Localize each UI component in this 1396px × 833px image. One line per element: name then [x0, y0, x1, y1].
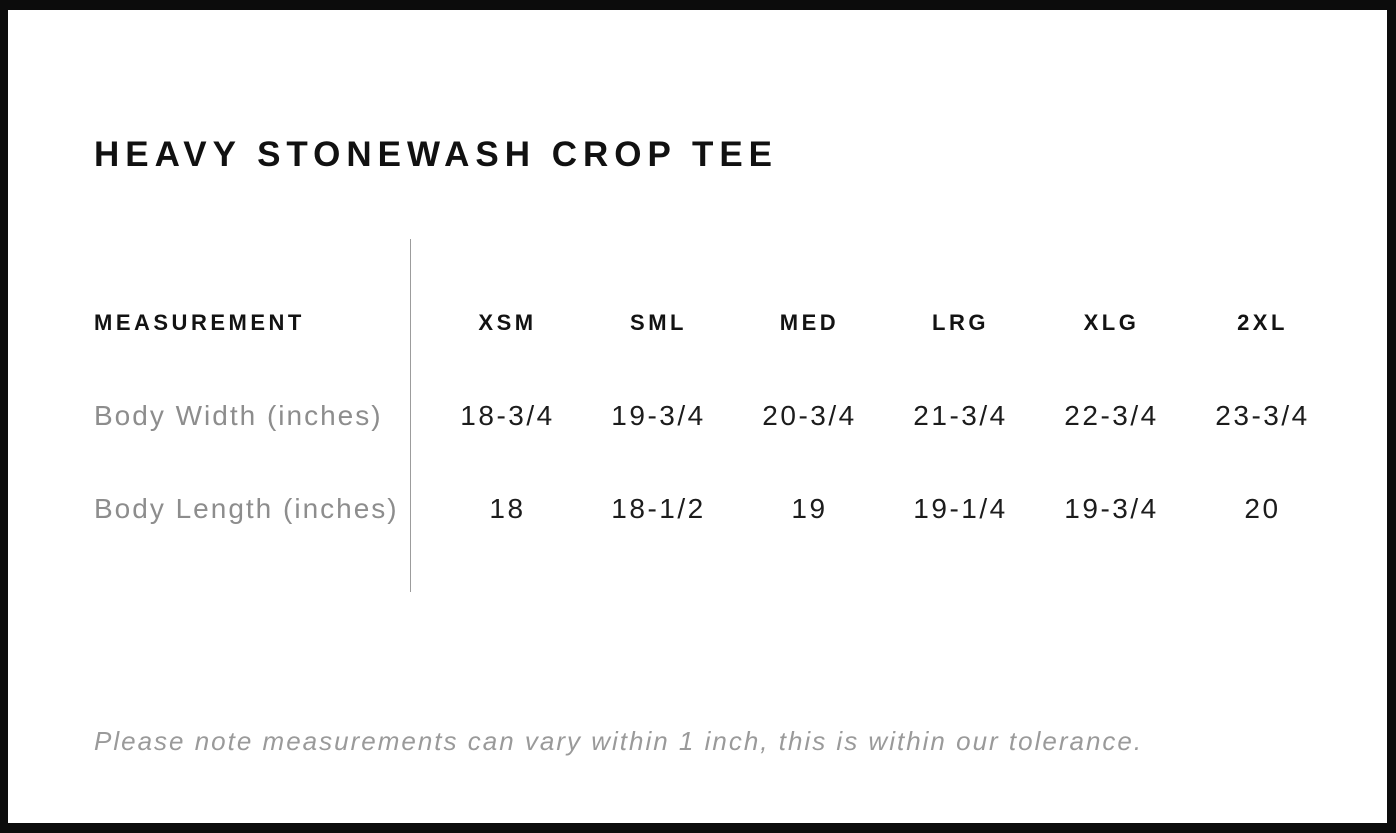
body-width-value-xsm: 18-3/4: [460, 399, 555, 431]
body-width-value-xlg: 22-3/4: [1064, 399, 1159, 431]
body-length-value-sml: 18-1/2: [611, 492, 706, 524]
body-length-value-2xl: 20: [1244, 492, 1281, 524]
row-label-body-length: Body Length (inches): [94, 492, 399, 524]
size-table: [94, 239, 1338, 592]
column-header-xlg: XLG: [1083, 309, 1140, 335]
body-length-value-lrg: 19-1/4: [913, 492, 1008, 524]
body-length-value-xlg: 19-3/4: [1064, 492, 1159, 524]
column-header-sml: SML: [630, 309, 687, 335]
body-width-value-sml: 19-3/4: [611, 399, 706, 431]
table-header-row: [94, 276, 1338, 369]
body-width-value-med: 20-3/4: [762, 399, 857, 431]
body-length-value-xsm: 18: [489, 492, 526, 524]
body-width-value-lrg: 21-3/4: [913, 399, 1008, 431]
column-header-measurement: MEASUREMENT: [94, 309, 305, 335]
page-title: HEAVY STONEWASH CROP TEE: [94, 135, 779, 175]
column-header-med: MED: [779, 309, 840, 335]
row-label-body-width: Body Width (inches): [94, 399, 383, 431]
column-header-2xl: 2XL: [1237, 309, 1288, 335]
body-width-value-2xl: 23-3/4: [1215, 399, 1310, 431]
column-header-xsm: XSM: [478, 309, 537, 335]
column-header-lrg: LRG: [932, 309, 989, 335]
table-row-body-length: [94, 462, 1338, 555]
table-column-divider: [410, 239, 411, 592]
body-length-value-med: 19: [791, 492, 828, 524]
tolerance-footnote: Please note measurements can vary within 1 inch, this is within our tolerance.: [94, 726, 1144, 756]
table-row-body-width: [94, 369, 1338, 462]
